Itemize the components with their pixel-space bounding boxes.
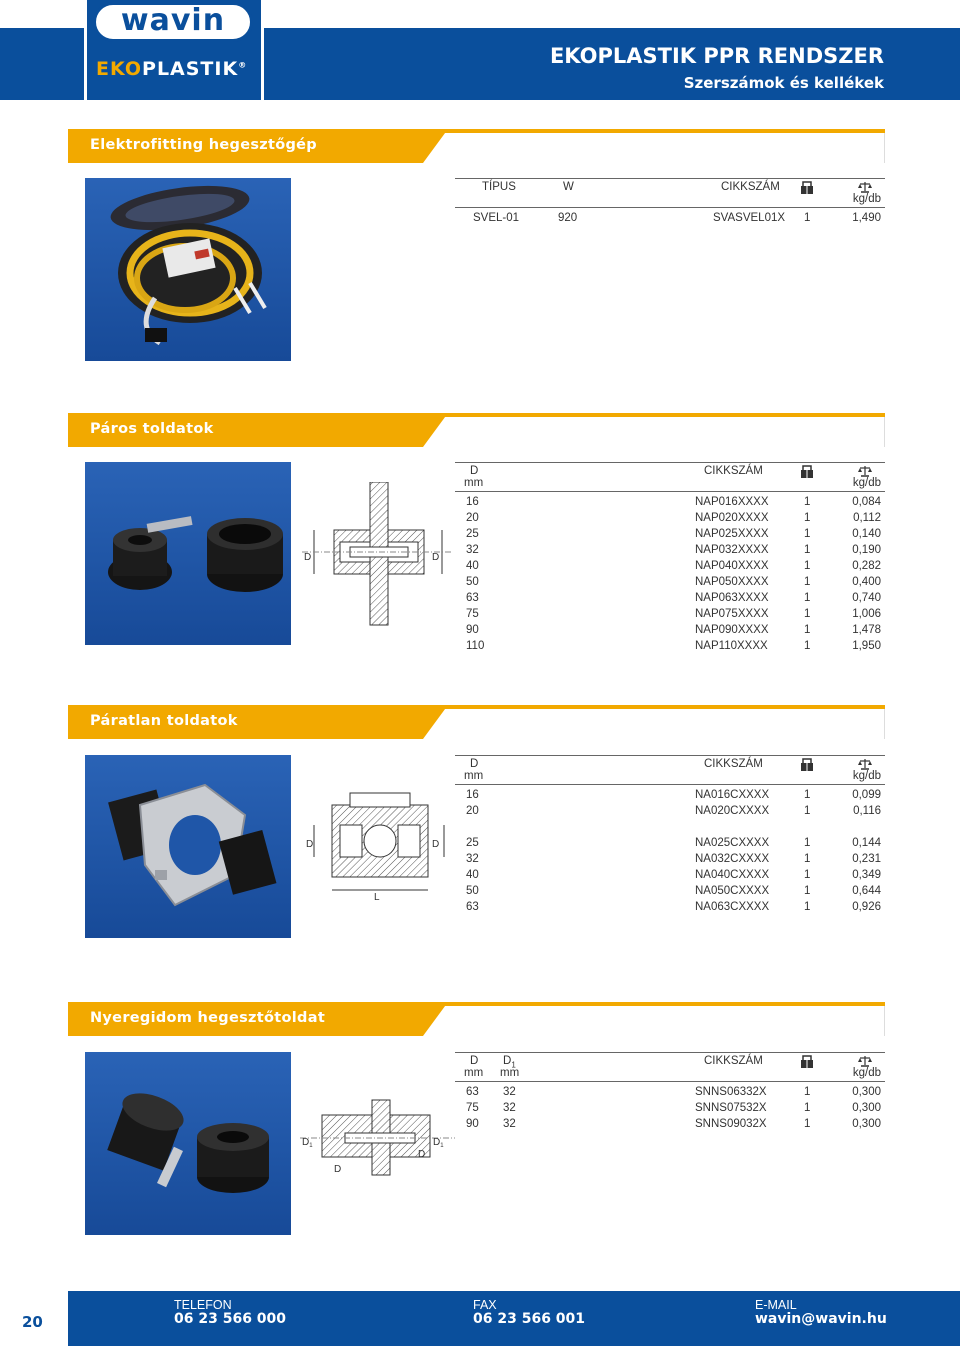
table-cell: 1 (804, 528, 811, 540)
table-cell: 1,950 (852, 640, 881, 652)
table-cell: 1 (804, 512, 811, 524)
table-cell: 1 (804, 853, 811, 865)
ekoplastik-logo: EKOPLASTIK® (96, 58, 248, 80)
technical-drawing-paratlan (302, 790, 452, 900)
table-cell: 16 (466, 789, 479, 801)
table-cell: 16 (466, 496, 479, 508)
package-icon (800, 465, 814, 479)
table-cell: 0,300 (852, 1118, 881, 1130)
product-photo-welder (85, 178, 291, 361)
table-cell: NAP040XXXX (695, 560, 769, 572)
table-cell: NA063CXXXX (695, 901, 770, 913)
table-cell: 1,490 (852, 212, 881, 224)
col-header: D (470, 758, 479, 770)
product-photo-nyeregidom (85, 1052, 291, 1235)
table-cell: 1 (804, 624, 811, 636)
table-cell: 90 (466, 624, 479, 636)
table-cell: 0,084 (852, 496, 881, 508)
table-cell: NAP016XXXX (695, 496, 769, 508)
table-cell: 1,006 (852, 608, 881, 620)
table-cell: SNNS07532X (695, 1102, 767, 1114)
table-cell: 63 (466, 1086, 479, 1098)
dim-label-d: D (306, 839, 314, 850)
table-cell: 1 (804, 805, 811, 817)
table-cell: 0,926 (852, 901, 881, 913)
table-cell: 0,099 (852, 789, 881, 801)
table-cell: 50 (466, 885, 479, 897)
product-photo-paros (85, 462, 291, 645)
scale-icon (858, 465, 872, 477)
dim-label-l: L (374, 892, 380, 900)
table-cell: 0,112 (853, 512, 881, 524)
table-cell: 1 (804, 901, 811, 913)
phone-number: 06 23 566 000 (174, 1311, 287, 1327)
table-cell: NA050CXXXX (695, 885, 770, 897)
table-cell: SVASVEL01X (713, 212, 786, 224)
col-header: CIKKSZÁM (704, 1055, 763, 1067)
section-bar-paros (68, 413, 885, 447)
page-number: 20 (22, 1313, 43, 1331)
table-cell: SNNS09032X (695, 1118, 767, 1130)
table-cell: 75 (466, 1102, 479, 1114)
fax-label: FAX (473, 1298, 497, 1312)
col-header-unit: mm (464, 1067, 484, 1079)
table-cell: SVEL-01 (473, 212, 520, 224)
table-cell: 0,644 (852, 885, 881, 897)
table-cell: NA020CXXXX (695, 805, 770, 817)
table-cell: 1 (804, 544, 811, 556)
table-cell: 90 (466, 1118, 479, 1130)
dim-label-d: D (418, 1149, 426, 1160)
col-header-kgdb: kg/db (852, 477, 881, 489)
email-link[interactable]: wavin@wavin.hu (755, 1311, 887, 1327)
col-header-kgdb: kg/db (852, 193, 881, 205)
section-bar-paratlan (68, 705, 885, 739)
table-cell: NAP025XXXX (695, 528, 769, 540)
package-icon (800, 181, 814, 195)
dim-label-d: D (432, 552, 440, 563)
email-label: E-MAIL (755, 1298, 797, 1312)
table-cell: 1 (804, 592, 811, 604)
wavin-logo: wavin (93, 2, 253, 42)
table-cell: 0,740 (852, 592, 881, 604)
technical-drawing-nyeregidom (300, 1095, 455, 1180)
scale-icon (858, 1055, 872, 1067)
phone-label: TELEFON (174, 1298, 232, 1312)
table-cell: 0,144 (852, 837, 881, 849)
dim-label-d: D (432, 839, 440, 850)
table-cell: NAP110XXXX (695, 640, 768, 652)
col-header-unit: mm (464, 770, 484, 782)
product-photo-paratlan (85, 755, 291, 938)
dim-label-d1: $D_1$ (433, 1137, 444, 1149)
table-cell: NA040CXXXX (695, 869, 770, 881)
dim-label-d: D (304, 552, 312, 563)
table-cell: 1 (804, 1118, 811, 1130)
table-cell: 110 (466, 640, 485, 652)
col-header: W (563, 181, 574, 193)
table-cell: SNNS06332X (695, 1086, 767, 1098)
col-header-d1: $D_1$ (503, 1055, 516, 1070)
col-header: CIKKSZÁM (704, 465, 763, 477)
technical-drawing-paros (302, 482, 452, 627)
section-title: Nyeregidom hegesztőtoldat (90, 1010, 326, 1026)
table-cell: NAP032XXXX (695, 544, 769, 556)
table-cell: 0,190 (852, 544, 881, 556)
col-header: D (470, 1055, 479, 1067)
scale-icon (858, 181, 872, 193)
table-cell: 40 (466, 560, 479, 572)
table-cell: 32 (466, 544, 479, 556)
table-cell: 1 (804, 885, 811, 897)
table-cell: NAP050XXXX (695, 576, 769, 588)
table-cell: 1 (804, 576, 811, 588)
table-cell: 1 (804, 869, 811, 881)
table-cell: 0,231 (852, 853, 881, 865)
table-cell: 1 (804, 837, 811, 849)
col-header-unit: mm (500, 1067, 520, 1079)
table-cell: 1 (804, 640, 811, 652)
table-cell: 32 (503, 1086, 516, 1098)
table-cell: 1 (804, 608, 811, 620)
table-cell: 25 (466, 837, 479, 849)
fax-number: 06 23 566 001 (473, 1311, 586, 1327)
col-header: TÍPUS (482, 181, 516, 193)
table-cell: 32 (466, 853, 479, 865)
section-title: Páratlan toldatok (90, 713, 238, 729)
table-cell: NAP075XXXX (695, 608, 769, 620)
table-cell: 63 (466, 592, 479, 604)
col-header: CIKKSZÁM (704, 758, 763, 770)
table-cell: 1 (804, 212, 811, 224)
table-cell: 0,140 (852, 528, 881, 540)
table-cell: 0,400 (852, 576, 881, 588)
table-cell: 1 (804, 560, 811, 572)
package-icon (800, 758, 814, 772)
table-cell: 0,116 (853, 805, 881, 817)
table-cell: NAP090XXXX (695, 624, 769, 636)
section-bar-elektrofitting (68, 129, 885, 163)
table-cell: 1 (804, 496, 811, 508)
table-cell: 0,282 (852, 560, 881, 572)
table-cell: NA025CXXXX (695, 837, 770, 849)
table-cell: 20 (466, 805, 479, 817)
col-header: D (470, 465, 479, 477)
table-cell: 920 (558, 212, 578, 224)
section-bar-nyeregidom (68, 1002, 885, 1036)
table-cell: 0,349 (852, 869, 881, 881)
table-cell: 1 (804, 1102, 811, 1114)
dim-label-d1: $D_1$ (302, 1137, 313, 1149)
table-cell: 0,300 (852, 1086, 881, 1098)
col-header-unit: mm (464, 477, 484, 489)
table-cell: NA016CXXXX (695, 789, 770, 801)
table-cell: 1 (804, 789, 811, 801)
table-cell: 25 (466, 528, 479, 540)
dim-label-d: D (334, 1164, 342, 1175)
package-icon (800, 1055, 814, 1069)
table-cell: 32 (503, 1102, 516, 1114)
table-cell: 1 (804, 1086, 811, 1098)
table-cell: 1,478 (852, 624, 881, 636)
table-cell: NAP020XXXX (695, 512, 769, 524)
section-title: Páros toldatok (90, 421, 214, 437)
table-cell: 75 (466, 608, 479, 620)
page-title: EKOPLASTIK PPR RENDSZER (549, 44, 884, 68)
table-cell: 0,300 (852, 1102, 881, 1114)
col-header-kgdb: kg/db (852, 770, 881, 782)
scale-icon (858, 758, 872, 770)
table-cell: 40 (466, 869, 479, 881)
section-title: Elektrofitting hegesztőgép (90, 137, 317, 153)
table-cell: 50 (466, 576, 479, 588)
page-subtitle: Szerszámok és kellékek (683, 74, 884, 92)
table-cell: NAP063XXXX (695, 592, 769, 604)
table-cell: 32 (503, 1118, 516, 1130)
table-cell: 20 (466, 512, 479, 524)
table-cell: NA032CXXXX (695, 853, 770, 865)
col-header-kgdb: kg/db (852, 1067, 881, 1079)
table-cell: 63 (466, 901, 479, 913)
col-header: CIKKSZÁM (721, 181, 780, 193)
